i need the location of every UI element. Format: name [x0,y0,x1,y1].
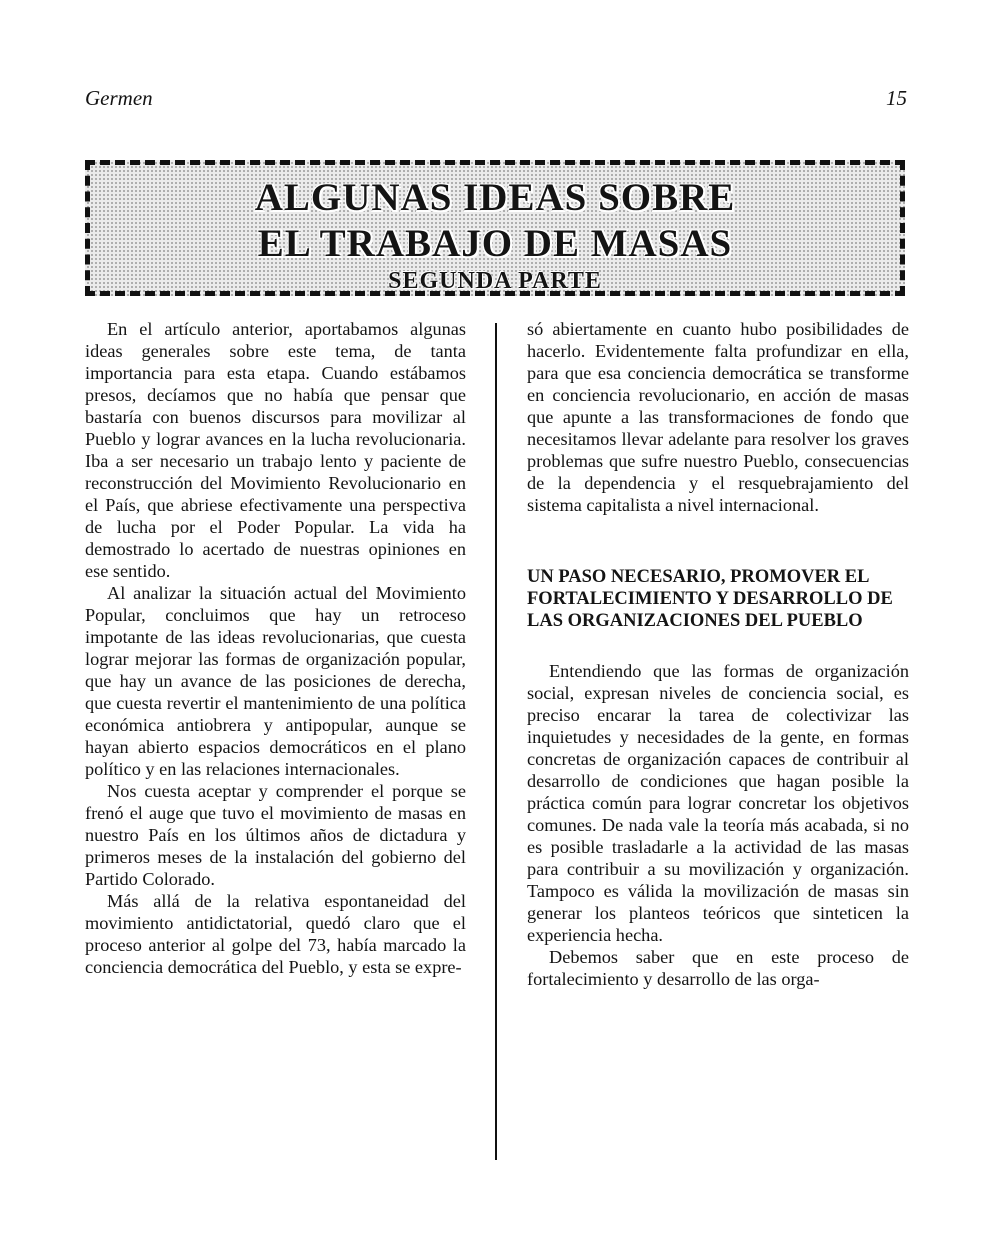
paragraph: Debemos saber que en este proceso de fortalecimiento y desarrollo de las orga- [527,947,909,989]
journal-name: Germen [85,86,153,110]
article-subtitle: SEGUNDA PARTE [388,268,602,294]
page-number: 15 [886,86,907,110]
paragraph: Al analizar la situación actual del Movimiento Popular, concluimos que hay un retroceso impotante de las ideas revolucionarias, que cuesta lograr mejorar las formas de organización popular, que hay un avance de las posiciones de derecha, que cuesta revertir el mantenimiento de una política económica antiobrera y antipopular, aunque se hayan abierto espacios democráticos en el plano político y en las relaciones internacionales. [85,583,466,779]
paragraph: Más allá de la relativa espontaneidad del movimiento antidictatorial, quedó claro que el proceso anterior al golpe del 73, había marcado la conciencia democrática del Pueblo, y esta se expre- [85,891,466,977]
article-title-line-1: ALGUNAS IDEAS SOBRE [254,176,736,219]
article-title-line-2: EL TRABAJO DE MASAS [257,222,733,265]
title-box [85,160,905,296]
paragraph: Nos cuesta aceptar y comprender el porque se frenó el auge que tuvo el movimiento de masas en nuestro País en los últimos años de dictadura y primeros meses de la instalación del gobierno del Partido Colorado. [85,781,466,889]
paragraph: só abiertamente en cuanto hubo posibilidades de hacerlo. Evidentemente falta profundizar en ella, para que esa conciencia democrática se transforme en conciencia revolucionario, en acción de masas que apunte a las transformaciones de fondo que necesitamos llevar adelante para resolver los graves problemas que sufre nuestro Pueblo, consecuencias de la dependencia y el resquebrajamiento del sistema capitalista a nivel internacional. [527,319,909,515]
title-block [90,175,900,295]
right-column [527,318,909,990]
paragraph: Entendiendo que las formas de organización social, expresan niveles de conciencia social, es preciso encarar la tarea de colectivizar las inquietudes y necesidades de la gente, en formas concretas de organización capaces de contribuir al desarrollo de condiciones que hagan posible la práctica común para lograr concretar los objetivos comunes. De nada vale la teoría más acabada, si no es posible trasladarle a la actividad de las masas para contribuir a su movilización y organización. Tampoco es válida la movilización de masas sin generar los planteos teóricos que sinteticen la experiencia hecha. [527,661,909,945]
column-divider [495,323,497,1160]
paragraph: En el artículo anterior, aportabamos algunas ideas generales sobre este tema, de tanta importancia para esta etapa. Cuando estábamos presos, decíamos que no había que pensar que bastaría con buenos discursos para movilizar al Pueblo y lograr avances en la lucha revolucionaria. Iba a ser necesario un trabajo lento y paciente de reconstrucción del Movimiento Revolucionario en el País, que abriese efectivamente una perspectiva de lucha por el Poder Popular. La vida ha demostrado lo acertado de nuestras opiniones en ese sentido. [85,319,466,581]
section-heading: UN PASO NECESARIO, PROMOVER EL FORTALECIMIENTO Y DESARROLLO DE LAS ORGANIZACIONES DEL PUEBLO [527,567,893,631]
left-column [85,318,466,978]
